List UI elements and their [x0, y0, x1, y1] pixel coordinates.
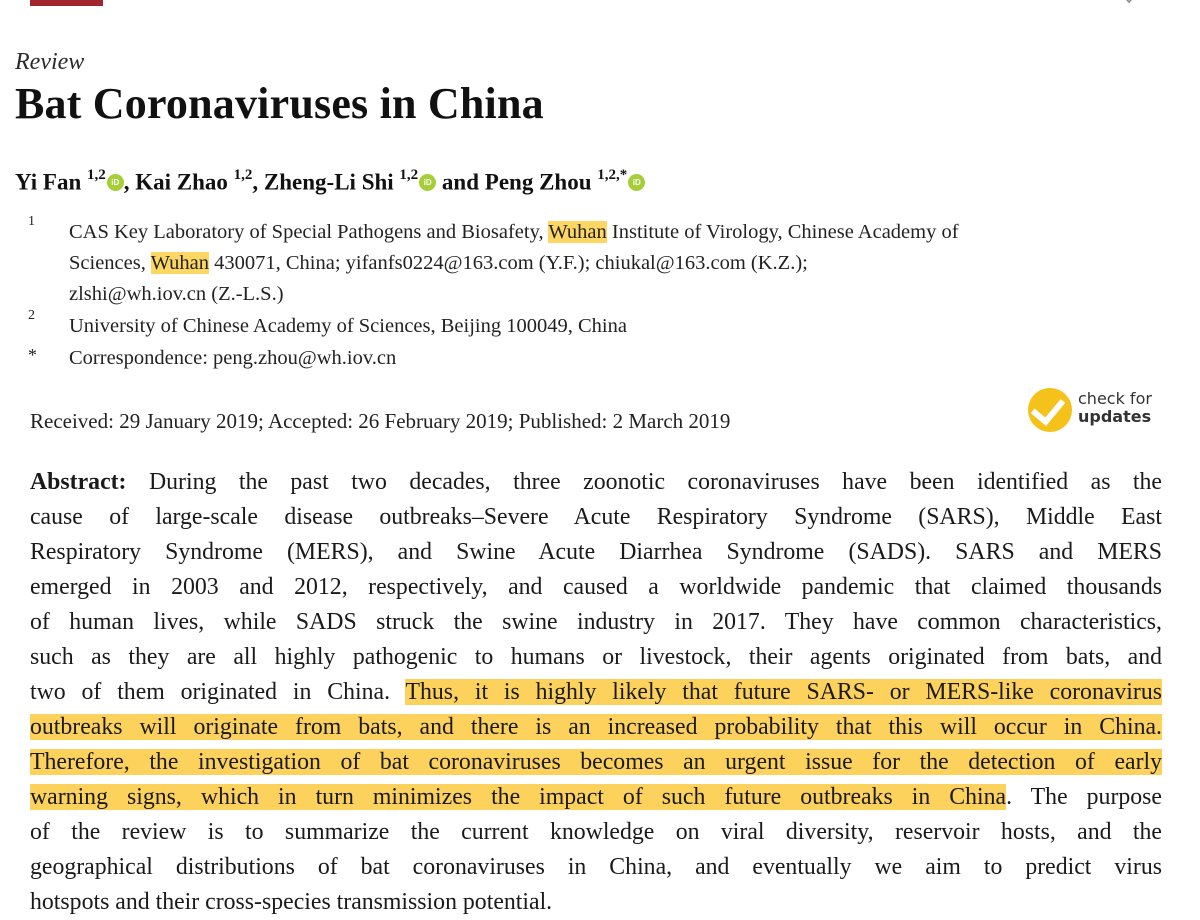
orcid-icon[interactable]: iD	[419, 174, 436, 191]
text-run: of the review is to summarize the current knowledge on viral diversity, reservoir hosts, and the	[30, 819, 1162, 845]
author-separator: and	[436, 169, 485, 195]
publication-dates: Received: 29 January 2019; Accepted: 26 February 2019; Published: 2 March 2019	[30, 409, 731, 433]
text-run: Respiratory Syndrome (MERS), and Swine Acute Diarrhea Syndrome (SADS). SARS and MERS	[30, 539, 1162, 565]
orcid-icon[interactable]: iD	[107, 174, 124, 191]
check-updates-line2: updates	[1078, 407, 1152, 426]
affiliation-mark: 1	[28, 214, 35, 229]
text-run: hotspots and their cross-species transmission potential.	[30, 889, 553, 915]
abstract-line	[30, 885, 1162, 920]
highlighted-text: outbreaks will originate from bats, and there is an increased probability that this will occur in China.	[30, 714, 1162, 740]
abstract-line	[30, 780, 1162, 815]
abstract-line	[30, 675, 1162, 710]
abstract	[30, 465, 1162, 920]
check-updates-line1: check for	[1078, 389, 1152, 408]
abstract-line	[30, 710, 1162, 745]
highlighted-text: Therefore, the investigation of bat coronaviruses becomes an urgent issue for the detection of early	[30, 749, 1162, 775]
affiliation-line	[69, 248, 1169, 279]
affiliation-text	[69, 343, 1169, 374]
affiliation-line	[69, 343, 1169, 374]
affiliation-line	[69, 217, 1169, 248]
author-list	[15, 169, 645, 196]
author-affiliation-marks: 1,2	[87, 167, 106, 183]
affiliation-line	[69, 279, 1169, 310]
author-separator: ,	[123, 169, 136, 195]
text-run: emerged in 2003 and 2012, respectively, and caused a worldwide pandemic that claimed thousands	[30, 574, 1162, 600]
highlighted-text: Wuhan	[548, 221, 607, 243]
journal-header-bar	[30, 0, 103, 6]
text-run: University of Chinese Academy of Sciences, Beijing 100049, China	[69, 315, 627, 337]
shield-icon	[1118, 0, 1140, 6]
abstract-line	[30, 570, 1162, 605]
paper-title: Bat Coronaviruses in China	[15, 79, 544, 128]
author-separator: ,	[252, 169, 264, 195]
text-run: Institute of Virology, Chinese Academy of	[606, 221, 959, 243]
text-run: 430071, China; yifanfs0224@163.com (Y.F.); chiukal@163.com (K.Z.);	[209, 252, 808, 274]
highlighted-text: Wuhan	[150, 252, 209, 274]
author-affiliation-marks: 1,2	[233, 167, 253, 183]
abstract-line	[30, 640, 1162, 675]
abstract-line	[30, 745, 1162, 780]
check-for-updates-badge[interactable]	[1028, 386, 1168, 436]
text-run: . The purpose	[1006, 784, 1162, 810]
author-affiliation-marks: 1,2,*	[597, 167, 628, 183]
text-run: During the past two decades, three zoonotic coronaviruses have been identified as the	[126, 469, 1162, 495]
author-name[interactable]: Peng Zhou	[484, 169, 598, 195]
author-name[interactable]: Yi Fan	[15, 169, 87, 195]
text-run: such as they are all highly pathogenic to humans or livestock, their agents originated from bats, and	[30, 644, 1162, 670]
author-affiliation-marks: 1,2	[399, 167, 419, 183]
affiliation-mark: *	[28, 345, 37, 365]
text-run: of human lives, while SADS struck the swine industry in 2017. They have common characteristics,	[30, 609, 1162, 635]
text-run: two of them originated in China.	[30, 679, 406, 705]
text-run: CAS Key Laboratory of Special Pathogens and Biosafety,	[69, 221, 549, 243]
affiliation-line	[69, 311, 1169, 342]
abstract-line	[30, 605, 1162, 640]
abstract-line	[30, 500, 1162, 535]
affiliation-text	[69, 217, 1169, 310]
check-icon	[1028, 388, 1072, 432]
text-run: cause of large-scale disease outbreaks–Severe Acute Respiratory Syndrome (SARS), Middle East	[30, 504, 1162, 530]
orcid-icon[interactable]: iD	[628, 174, 645, 191]
article-type: Review	[15, 49, 85, 75]
text-run: Correspondence: peng.zhou@wh.iov.cn	[69, 347, 397, 369]
abstract-line	[30, 465, 1162, 500]
highlighted-text: Thus, it is highly likely that future SARS- or MERS-like coronavirus	[405, 679, 1162, 705]
abstract-line	[30, 850, 1162, 885]
abstract-label: Abstract:	[30, 469, 127, 495]
author-name[interactable]: Kai Zhao	[135, 169, 234, 195]
text-run: Sciences,	[69, 252, 151, 274]
highlighted-text: warning signs, which in turn minimizes the impact of such future outbreaks in China	[30, 784, 1007, 810]
author-name[interactable]: Zheng-Li Shi	[263, 169, 400, 195]
affiliation-text	[69, 311, 1169, 342]
text-run: geographical distributions of bat coronaviruses in China, and eventually we aim to predict virus	[30, 854, 1162, 880]
abstract-line	[30, 535, 1162, 570]
affiliation-mark: 2	[28, 308, 35, 323]
abstract-line	[30, 815, 1162, 850]
text-run: zlshi@wh.iov.cn (Z.-L.S.)	[69, 283, 284, 305]
